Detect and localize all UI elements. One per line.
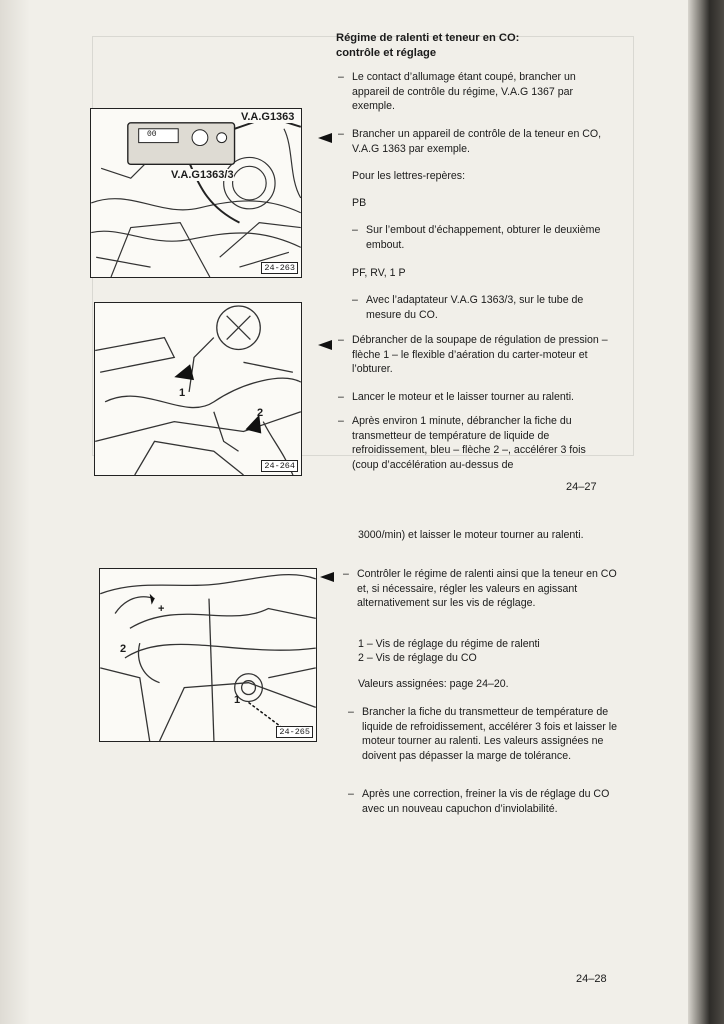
screw-1-label: 1 bbox=[234, 694, 241, 706]
step-4-text: Avec l’adaptateur V.A.G 1363/3, sur le tube de mesure du CO. bbox=[366, 294, 584, 321]
dash-4: – bbox=[352, 294, 358, 306]
step-3-text: Sur l’embout d’échappement, obturer le deuxième embout. bbox=[366, 224, 601, 251]
dash-2: – bbox=[338, 128, 344, 140]
arrow-1-label: 1 bbox=[179, 387, 186, 399]
step-6 bbox=[338, 390, 620, 405]
dash-10: – bbox=[348, 788, 354, 800]
step-7-text: Après environ 1 minute, débrancher la fiche du transmetteur de température de liquide de refroidissement, bleu – flèche 2 –, accélérer 3 fois (coup d’accélération au-dessus de bbox=[352, 415, 586, 471]
step-8 bbox=[343, 567, 625, 611]
step-10 bbox=[348, 787, 630, 816]
legend-2: 2 – Vis de réglage du CO bbox=[358, 652, 477, 664]
pf-label: PF, RV, 1 P bbox=[352, 267, 406, 279]
figure-crankcase-vent bbox=[94, 302, 302, 476]
step-6-text: Lancer le moteur et le laisser tourner au ralenti. bbox=[352, 391, 574, 403]
figure-3-drawing bbox=[100, 569, 316, 741]
page-binding-edge bbox=[688, 0, 724, 1024]
page-left-edge bbox=[0, 0, 30, 1024]
pointer-arrow-3 bbox=[320, 572, 334, 582]
dash-5: – bbox=[338, 334, 344, 346]
step-5 bbox=[338, 333, 620, 377]
figure-2-drawing bbox=[95, 303, 301, 475]
section-title bbox=[336, 31, 519, 61]
dash-7: – bbox=[338, 415, 344, 427]
step-9 bbox=[348, 705, 630, 763]
step-7 bbox=[338, 414, 620, 472]
step-9-text: Brancher la fiche du transmetteur de température de liquide de refroidissement, accélérer 3 fois et laisser le moteur tourner au ralenti. Les valeurs assignées ne doivent pas dépasser la marge de tolérance. bbox=[362, 706, 617, 762]
pointer-arrow-1 bbox=[318, 133, 332, 143]
step-1 bbox=[338, 70, 620, 114]
lettres-reperes-label: Pour les lettres-repères: bbox=[352, 170, 466, 182]
section-title-line1: Régime de ralenti et teneur en CO: bbox=[336, 32, 520, 44]
step-10-text: Après une correction, freiner la vis de réglage du CO avec un nouveau capuchon d’inviolabilité. bbox=[362, 788, 610, 815]
continuation-text: 3000/min) et laisser le moteur tourner au ralenti. bbox=[358, 529, 584, 541]
figure-adjust-screws bbox=[99, 568, 317, 742]
dash-6: – bbox=[338, 391, 344, 403]
figure-1-code: 24-263 bbox=[261, 262, 298, 274]
step-4 bbox=[352, 293, 634, 322]
screw-2-label: 2 bbox=[120, 643, 127, 655]
dash-9: – bbox=[348, 706, 354, 718]
pb-label: PB bbox=[352, 197, 367, 209]
dash-3: – bbox=[352, 224, 358, 236]
step-1-text: Le contact d’allumage étant coupé, brancher un appareil de contrôle du régime, V.A.G 1367 par exemple. bbox=[352, 71, 576, 112]
step-3 bbox=[352, 223, 634, 252]
valeurs-assignees: Valeurs assignées: page 24–20. bbox=[358, 678, 509, 690]
step-2 bbox=[338, 127, 620, 156]
legend-1: 1 – Vis de réglage du régime de ralenti bbox=[358, 638, 540, 650]
dash-1: – bbox=[338, 71, 344, 83]
label-vag1363-3: V.A.G1363/3 bbox=[171, 169, 234, 181]
pointer-arrow-2 bbox=[318, 340, 332, 350]
arrow-2-label: 2 bbox=[257, 407, 264, 419]
display-readout: 00 bbox=[147, 130, 157, 139]
figure-3-code: 24-265 bbox=[276, 726, 313, 738]
figure-1-drawing bbox=[91, 109, 301, 277]
page-number-24-28: 24–28 bbox=[576, 973, 607, 985]
figure-co-tester bbox=[90, 108, 302, 278]
section-title-line2: contrôle et réglage bbox=[336, 47, 437, 59]
dash-8: – bbox=[343, 568, 349, 580]
page-number-24-27: 24–27 bbox=[566, 481, 597, 493]
label-vag1363: V.A.G1363 bbox=[241, 111, 295, 123]
step-2-text: Brancher un appareil de contrôle de la teneur en CO, V.A.G 1363 par exemple. bbox=[352, 128, 602, 155]
step-5-text: Débrancher de la soupape de régulation de pression – flèche 1 – le flexible d’aération du carter-moteur et l’obturer. bbox=[352, 334, 608, 375]
figure-2-code: 24-264 bbox=[261, 460, 298, 472]
plus-label: + bbox=[158, 603, 165, 615]
step-8-text: Contrôler le régime de ralenti ainsi que la teneur en CO et, si nécessaire, régler les valeurs en agissant alternativement sur les vis de réglage. bbox=[357, 568, 617, 609]
